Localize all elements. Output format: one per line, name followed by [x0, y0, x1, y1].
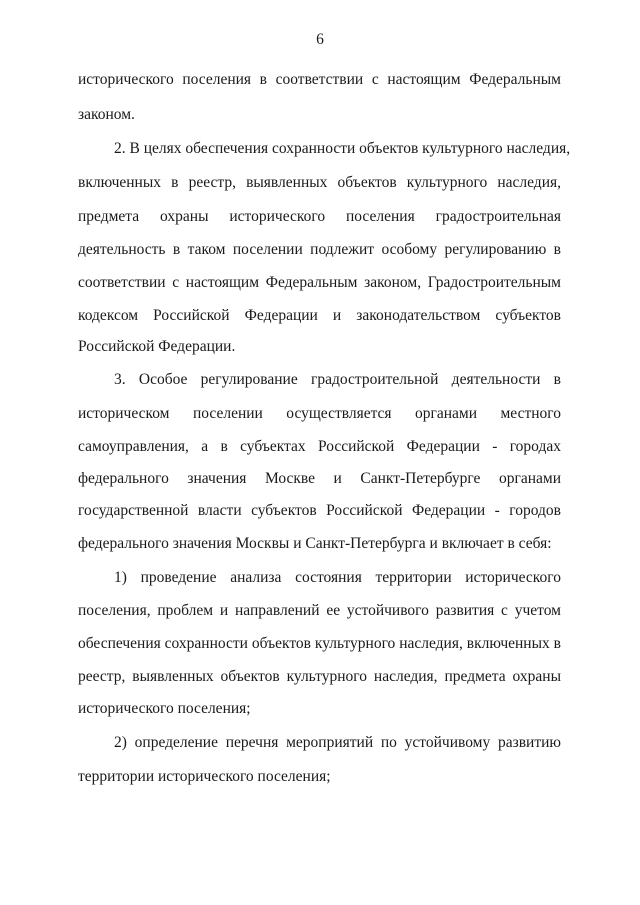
- text-line: реестр, выявленных объектов культурного наследия, предмета охраны: [78, 668, 561, 685]
- text-line: исторического поселения;: [78, 700, 251, 717]
- text-line: исторического поселения в соответствии с настоящим Федеральным: [78, 71, 561, 88]
- text-line: 3. Особое регулирование градостроительной деятельности в: [114, 371, 561, 388]
- text-line: деятельность в таком поселении подлежит особому регулированию в: [78, 241, 561, 258]
- text-line: 2) определение перечня мероприятий по устойчивому развитию: [114, 734, 561, 751]
- text-line: обеспечения сохранности объектов культурного наследия, включенных в: [78, 635, 561, 652]
- text-line: кодексом Российской Федерации и законодательством субъектов: [78, 307, 561, 324]
- text-line: законом.: [78, 106, 135, 123]
- text-line: территории исторического поселения;: [78, 768, 331, 785]
- text-line: предмета охраны исторического поселения градостроительная: [78, 208, 561, 225]
- text-line: включенных в реестр, выявленных объектов культурного наследия,: [78, 174, 561, 191]
- text-line: федерального значения Москвы и Санкт-Петербурга и включает в себя:: [78, 535, 552, 552]
- text-line: соответствии с настоящим Федеральным законом, Градостроительным: [78, 274, 561, 291]
- text-line: государственной власти субъектов Российской Федерации - городов: [78, 502, 561, 519]
- text-line: 1) проведение анализа состояния территории исторического: [114, 569, 561, 586]
- text-line: 2. В целях обеспечения сохранности объектов культурного наследия,: [114, 140, 571, 157]
- text-line: федерального значения Москве и Санкт-Петербурге органами: [78, 470, 561, 487]
- text-line: поселения, проблем и направлений ее устойчивого развития с учетом: [78, 602, 561, 619]
- text-line: историческом поселении осуществляется органами местного: [78, 405, 561, 422]
- text-line: самоуправления, а в субъектах Российской Федерации - городах: [78, 438, 561, 455]
- page-number: 6: [316, 31, 324, 48]
- text-line: Российской Федерации.: [78, 338, 236, 355]
